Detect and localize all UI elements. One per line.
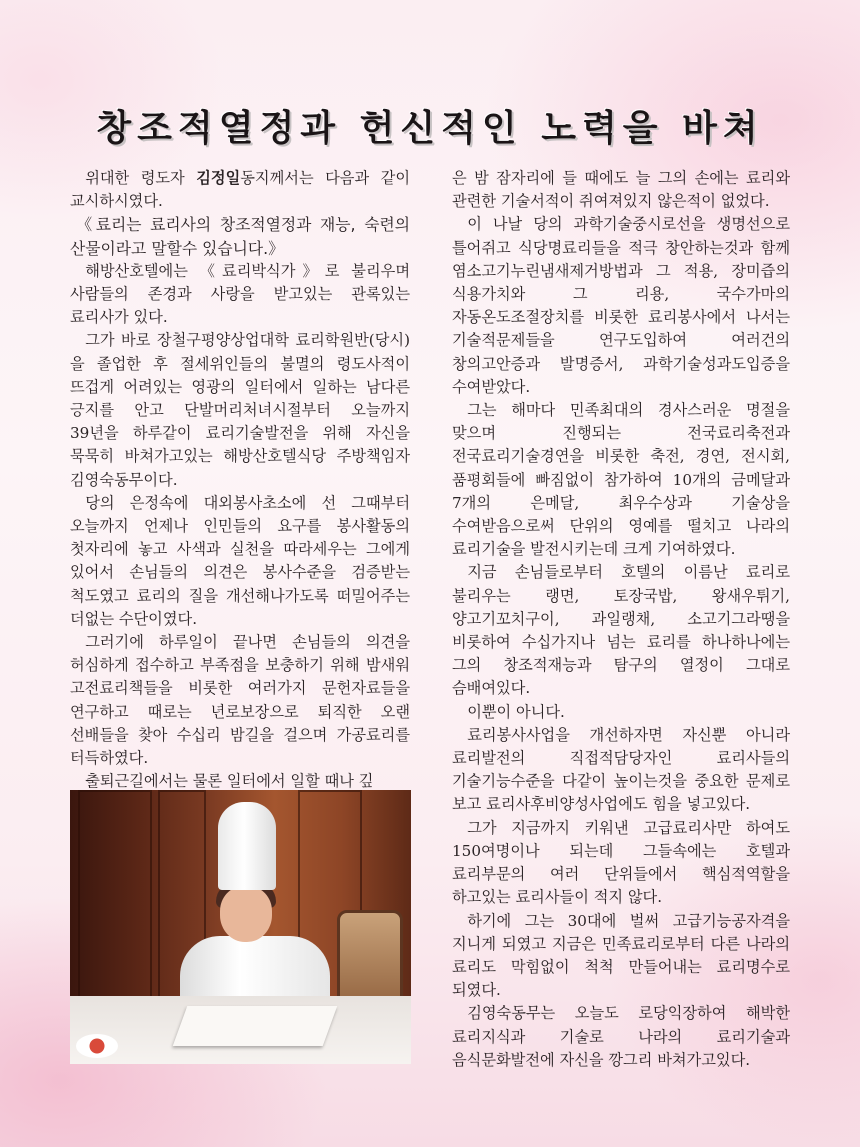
paragraph: 그는 해마다 민족최대의 경사스러운 명절을 맞으며 진행되는 전국료리축전과 전국료리기술경연을 비롯한 축전, 경연, 전시회, 품평회들에 빠짐없이 참가하여 10개의 금메달과 7개의 은메달, 최우수상과 기술상을 수여받음으로써 단위의 영예를 떨치고 나라의 료리기술을 발전시키는데 크게 기여하였다. (452, 401, 790, 559)
paragraph: 그가 지금까지 키워낸 고급료리사만 하여도 150여명이나 되는데 그들속에는 호텔과 료리부문의 여러 단위들에서 핵심적역할을 하고있는 료리사들이 적지 않다. (452, 818, 790, 907)
chef-hat (218, 802, 276, 890)
paragraph: 해방산호텔에는 《료리박식가》로 불리우며 사람들의 존경과 사랑을 받고있는 관록있는 료리사가 있다. (70, 261, 410, 327)
paragraph: 그가 바로 장철구평양상업대학 료리학원반(당시)을 졸업한 후 절세위인들의 불멸의 령도사적이 뜨겁게 어려있는 영광의 일터에서 일하는 남다른 긍지를 안고 단발머리처녀시절부터 오늘까지 39년을 하루같이 료리기술발전을 위해 자신을 묵묵히 바쳐가고있는 해방산호텔식당 주방책임자 김영숙동무이다. (70, 331, 410, 489)
paragraph: 당의 은정속에 대외봉사초소에 선 그때부터 오늘까지 언제나 인민들의 요구를 봉사활동의 첫자리에 놓고 사색과 실천을 따라세우는 그에게 있어서 손님들의 의견은 봉사수준을 검증받는 척도였고 료리의 질을 개선해나가도록 떠밀어주는 더없는 수단이였다. (70, 493, 410, 628)
open-book (173, 1006, 338, 1046)
paragraph: 이뿐이 아니다. (467, 702, 565, 721)
leader-name: 김정일 (196, 169, 241, 187)
left-column (70, 167, 410, 793)
chef-face (220, 886, 272, 942)
paragraph-text: 위대한 령도자 (85, 169, 197, 187)
food-plate (76, 1034, 118, 1058)
paragraph: 이 나날 당의 과학기술중시로선을 생명선으로 틀어쥐고 식당명료리들을 적극 창안하는것과 함께 염소고기누린냄새제거방법과 그 적용, 장미즙의 식용가치와 그 리용, 국수가마의 자동온도조절장치를 비롯한 료리봉사에서 나서는 기술적문제들을 연구도입하여 여러건의 창의고안증과 발명증서, 과학기술성과도입증을 수여받았다. (452, 215, 790, 396)
paragraph-text: 동지께서는 다음과 같이 교시하시였다. (70, 169, 410, 211)
paragraph (70, 167, 410, 213)
paragraph: 출퇴근길에서는 물론 일터에서 일할 때나 깊 (85, 772, 374, 791)
paragraph: 은 밤 잠자리에 들 때에도 늘 그의 손에는 료리와 관련한 기술서적이 쥐여져있지 않은적이 없었다. (452, 169, 790, 211)
paragraph: 지금 손님들로부터 호텔의 이름난 료리로 불리우는 랭면, 토장국밥, 왕새우튀기, 양고기꼬치구이, 과일랭채, 소고기그라땡을 비롯하여 수십가지나 넘는 료리를 하나하나에는 그의 창조적재능과 탐구의 열정이 그대로 슴배여있다. (452, 563, 790, 698)
quotation: 《료리는 료리사의 창조적열정과 재능, 숙련의 산물이라고 말할수 있습니다.》 (70, 215, 410, 258)
paragraph: 료리봉사사업을 개선하자면 자신뿐 아니라 료리발전의 직접적담당자인 료리사들의 기술기능수준을 다같이 높이는것을 중요한 문제로 보고 료리사후비양성사업에도 힘을 넣고있다. (452, 725, 790, 814)
wall-panel (78, 790, 152, 1024)
paragraph: 하기에 그는 30대에 벌써 고급기능공자격을 지니게 되였고 지금은 민족료리로부터 다른 나라의 료리도 막힘없이 척척 만들어내는 료리명수로 되였다. (452, 911, 790, 1000)
paragraph: 그러기에 하루일이 끝나면 손님들의 의견을 허심하게 접수하고 부족점을 보충하기 위해 밤새워 고전료리책들을 비롯한 여러가지 문헌자료들을 연구하고 때로는 년로보장으로 퇴직한 오랜 선배들을 찾아 수십리 밤길을 걸으며 가공료리를 터득하였다. (70, 633, 410, 768)
paragraph: 김영숙동무는 오늘도 로당익장하여 해박한 료리지식과 기술로 나라의 료리기술과 음식문화발전에 자신을 깡그리 바쳐가고있다. (452, 1004, 790, 1069)
article-title: 창조적열정과 헌신적인 노력을 바쳐 (96, 107, 764, 149)
chef-photo (70, 790, 411, 1064)
right-column (452, 167, 790, 1072)
